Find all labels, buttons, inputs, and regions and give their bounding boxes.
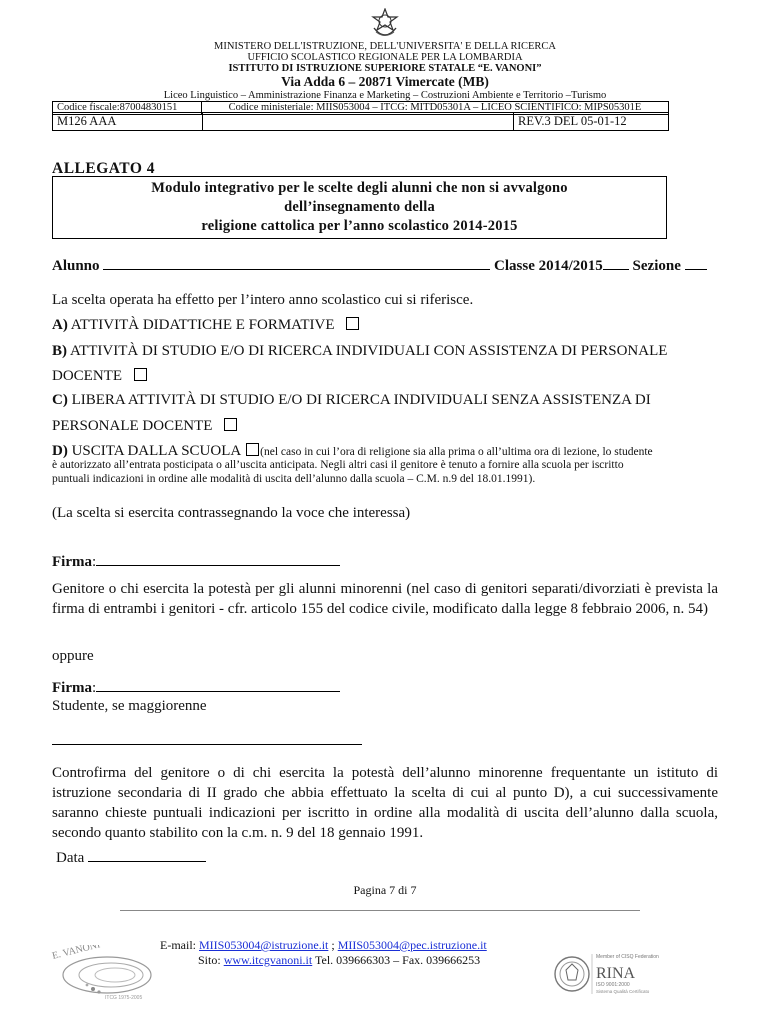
option-d-checkbox[interactable] [246,443,259,456]
option-d-note-3: puntuali indicazioni in ordine alle modalità di uscita dell’alunno dalla scuola – C.M. n.9 del 18.01.1991). [52,473,536,485]
module-code: M126 AAA [53,113,203,131]
rina-certification-icon [552,948,672,1000]
school-logo [45,945,160,1005]
option-b [52,341,667,361]
option-c-letter: C) [52,392,68,408]
option-c [52,390,651,410]
module-empty-cell [202,113,513,131]
option-a-letter: A) [52,317,68,333]
option-b-letter: B) [52,343,67,359]
sezione-label: Sezione [632,258,681,274]
site-label: Sito: [198,953,221,967]
email-separator: ; [331,938,335,952]
classe-label: Classe 2014/2015 [494,258,603,274]
certification-logo [552,948,672,1000]
option-c-text-2: PERSONALE DOCENTE [52,418,213,434]
title-line-2: dell’insegnamento della [284,199,435,215]
title-line-3: religione cattolica per l’anno scolastico 2014-2015 [201,218,518,234]
header-office: UFFICIO SCOLASTICO REGIONALE PER LA LOMBARDIA [247,52,523,63]
option-d-note-1: (nel caso in cui l’ora di religione sia alla prima o all’ultima ora di lezione, lo studente [260,446,653,458]
data-row [56,848,206,868]
student-row [52,256,732,276]
ministerial-code: Codice ministeriale: MIIS053004 – ITCG: MITD05301A – LICEO SCIENTIFICO: MIPS05301E [202,102,669,115]
italian-republic-emblem-icon [370,8,400,40]
school-logo-text: E. VANONI [51,945,102,962]
alunno-field[interactable] [103,269,490,270]
data-label: Data [56,850,85,866]
email-link-2[interactable]: MIIS053004@pec.istruzione.it [337,938,487,952]
sezione-field[interactable] [685,269,707,270]
studente-text: Studente, se maggiorenne [52,698,207,714]
revision: REV.3 DEL 05-01-12 [513,113,668,131]
firma2-row: Firma: [52,678,340,698]
option-a [52,315,359,335]
option-d-note-2: è autorizzato all’entrata posticipata o all’uscita anticipata. Negli altri casi il genitore è tenuto a fornire alla scuola per iscritto [52,459,624,471]
option-d-text: USCITA DALLA SCUOLA [71,443,241,459]
data-field[interactable] [88,861,206,862]
school-logo-year: ITCG 1975-2005 [105,995,143,1001]
classe-field[interactable] [603,269,629,270]
option-b-text-1: ATTIVITÀ DI STUDIO E/O DI RICERCA INDIVIDUALI CON ASSISTENZA DI PERSONALE [69,343,668,359]
email-link-1[interactable]: MIIS053004@istruzione.it [199,938,329,952]
firma2-field[interactable] [96,691,340,692]
email-label: E-mail: [160,938,196,952]
controfirma-signature-line[interactable] [52,744,362,745]
firma2-label: Firma [52,680,92,696]
controfirma-text: Controfirma del genitore o di chi esercita la potestà dell’alunno minorenne frequentante un istituto di istruzione secondaria di II grado che abbia effettuato la scelta di cui al punto D), a cui successivamente saranno chieste puntuali indicazioni per iscritto in ordine alla modalità di uscita dell’alunno dalla scuola, secondo quanto stabilito con la c.m. n. 9 del 18 gennaio 1991. [52,765,718,841]
footer-divider [120,910,640,911]
footer-site-row [198,953,480,968]
option-c-text-1: LIBERA ATTIVITÀ DI STUDIO E/O DI RICERCA INDIVIDUALI SENZA ASSISTENZA DI [71,392,651,408]
cert-brand: RINA [596,965,636,982]
title-line-1: Modulo integrativo per le scelte degli alunni che non si avvalgono [151,180,568,196]
option-a-text: ATTIVITÀ DIDATTICHE E FORMATIVE [70,317,335,333]
header-courses: Liceo Linguistico – Amministrazione Finanza e Marketing – Costruzioni Ambiente e Territorio –Turismo [163,90,607,101]
fiscal-code: Codice fiscale:87004830151 [53,102,202,115]
title-box [52,176,667,239]
firma-label: Firma [52,554,92,570]
option-b-text-2: DOCENTE [52,368,122,384]
page-number: Pagina 7 di 7 [353,883,417,897]
site-link[interactable]: www.itcgvanoni.it [223,953,313,967]
alunno-label: Alunno [52,258,100,274]
cert-member: Member of CISQ Federation [596,954,659,960]
option-c-line-2 [52,416,237,436]
option-b-checkbox[interactable] [134,368,147,381]
firma-row: Firma: [52,552,340,572]
module-row [52,112,669,131]
footer-email-row [160,938,487,953]
intro-text: La scelta operata ha effetto per l’intero anno scolastico cui si riferisce. [52,292,474,308]
header-address: Via Adda 6 – 20871 Vimercate (MB) [281,74,489,89]
genitore-text: Genitore o chi esercita la potestà per gli alunni minorenni (nel caso di genitori separati/divorziati è prevista la firma di entrambi i genitori - cfr. articolo 155 del codice civile, modificato dalla legge 8 febbraio 2006, n. 54) [52,581,718,617]
option-a-checkbox[interactable] [346,317,359,330]
instruction-text: (La scelta si esercita contrassegnando la voce che interessa) [52,505,411,521]
cert-system: Sistema Qualità Certificato [596,989,650,994]
oppure-text: oppure [52,648,94,664]
cert-iso: ISO 9001:2000 [596,982,630,988]
header-ministry: MINISTERO DELL'ISTRUZIONE, DELL'UNIVERSITA' E DELLA RICERCA [214,41,556,52]
header-institute: ISTITUTO DI ISTRUZIONE SUPERIORE STATALE “E. VANONI” [228,63,542,74]
option-c-checkbox[interactable] [224,418,237,431]
option-b-line-2 [52,366,147,386]
firma-field[interactable] [96,565,340,566]
contacts-text: Tel. 039666303 – Fax. 039666253 [315,953,481,967]
school-logo-icon [45,945,160,1005]
allegato-label: ALLEGATO 4 [52,160,156,177]
option-d-letter: D) [52,443,68,459]
